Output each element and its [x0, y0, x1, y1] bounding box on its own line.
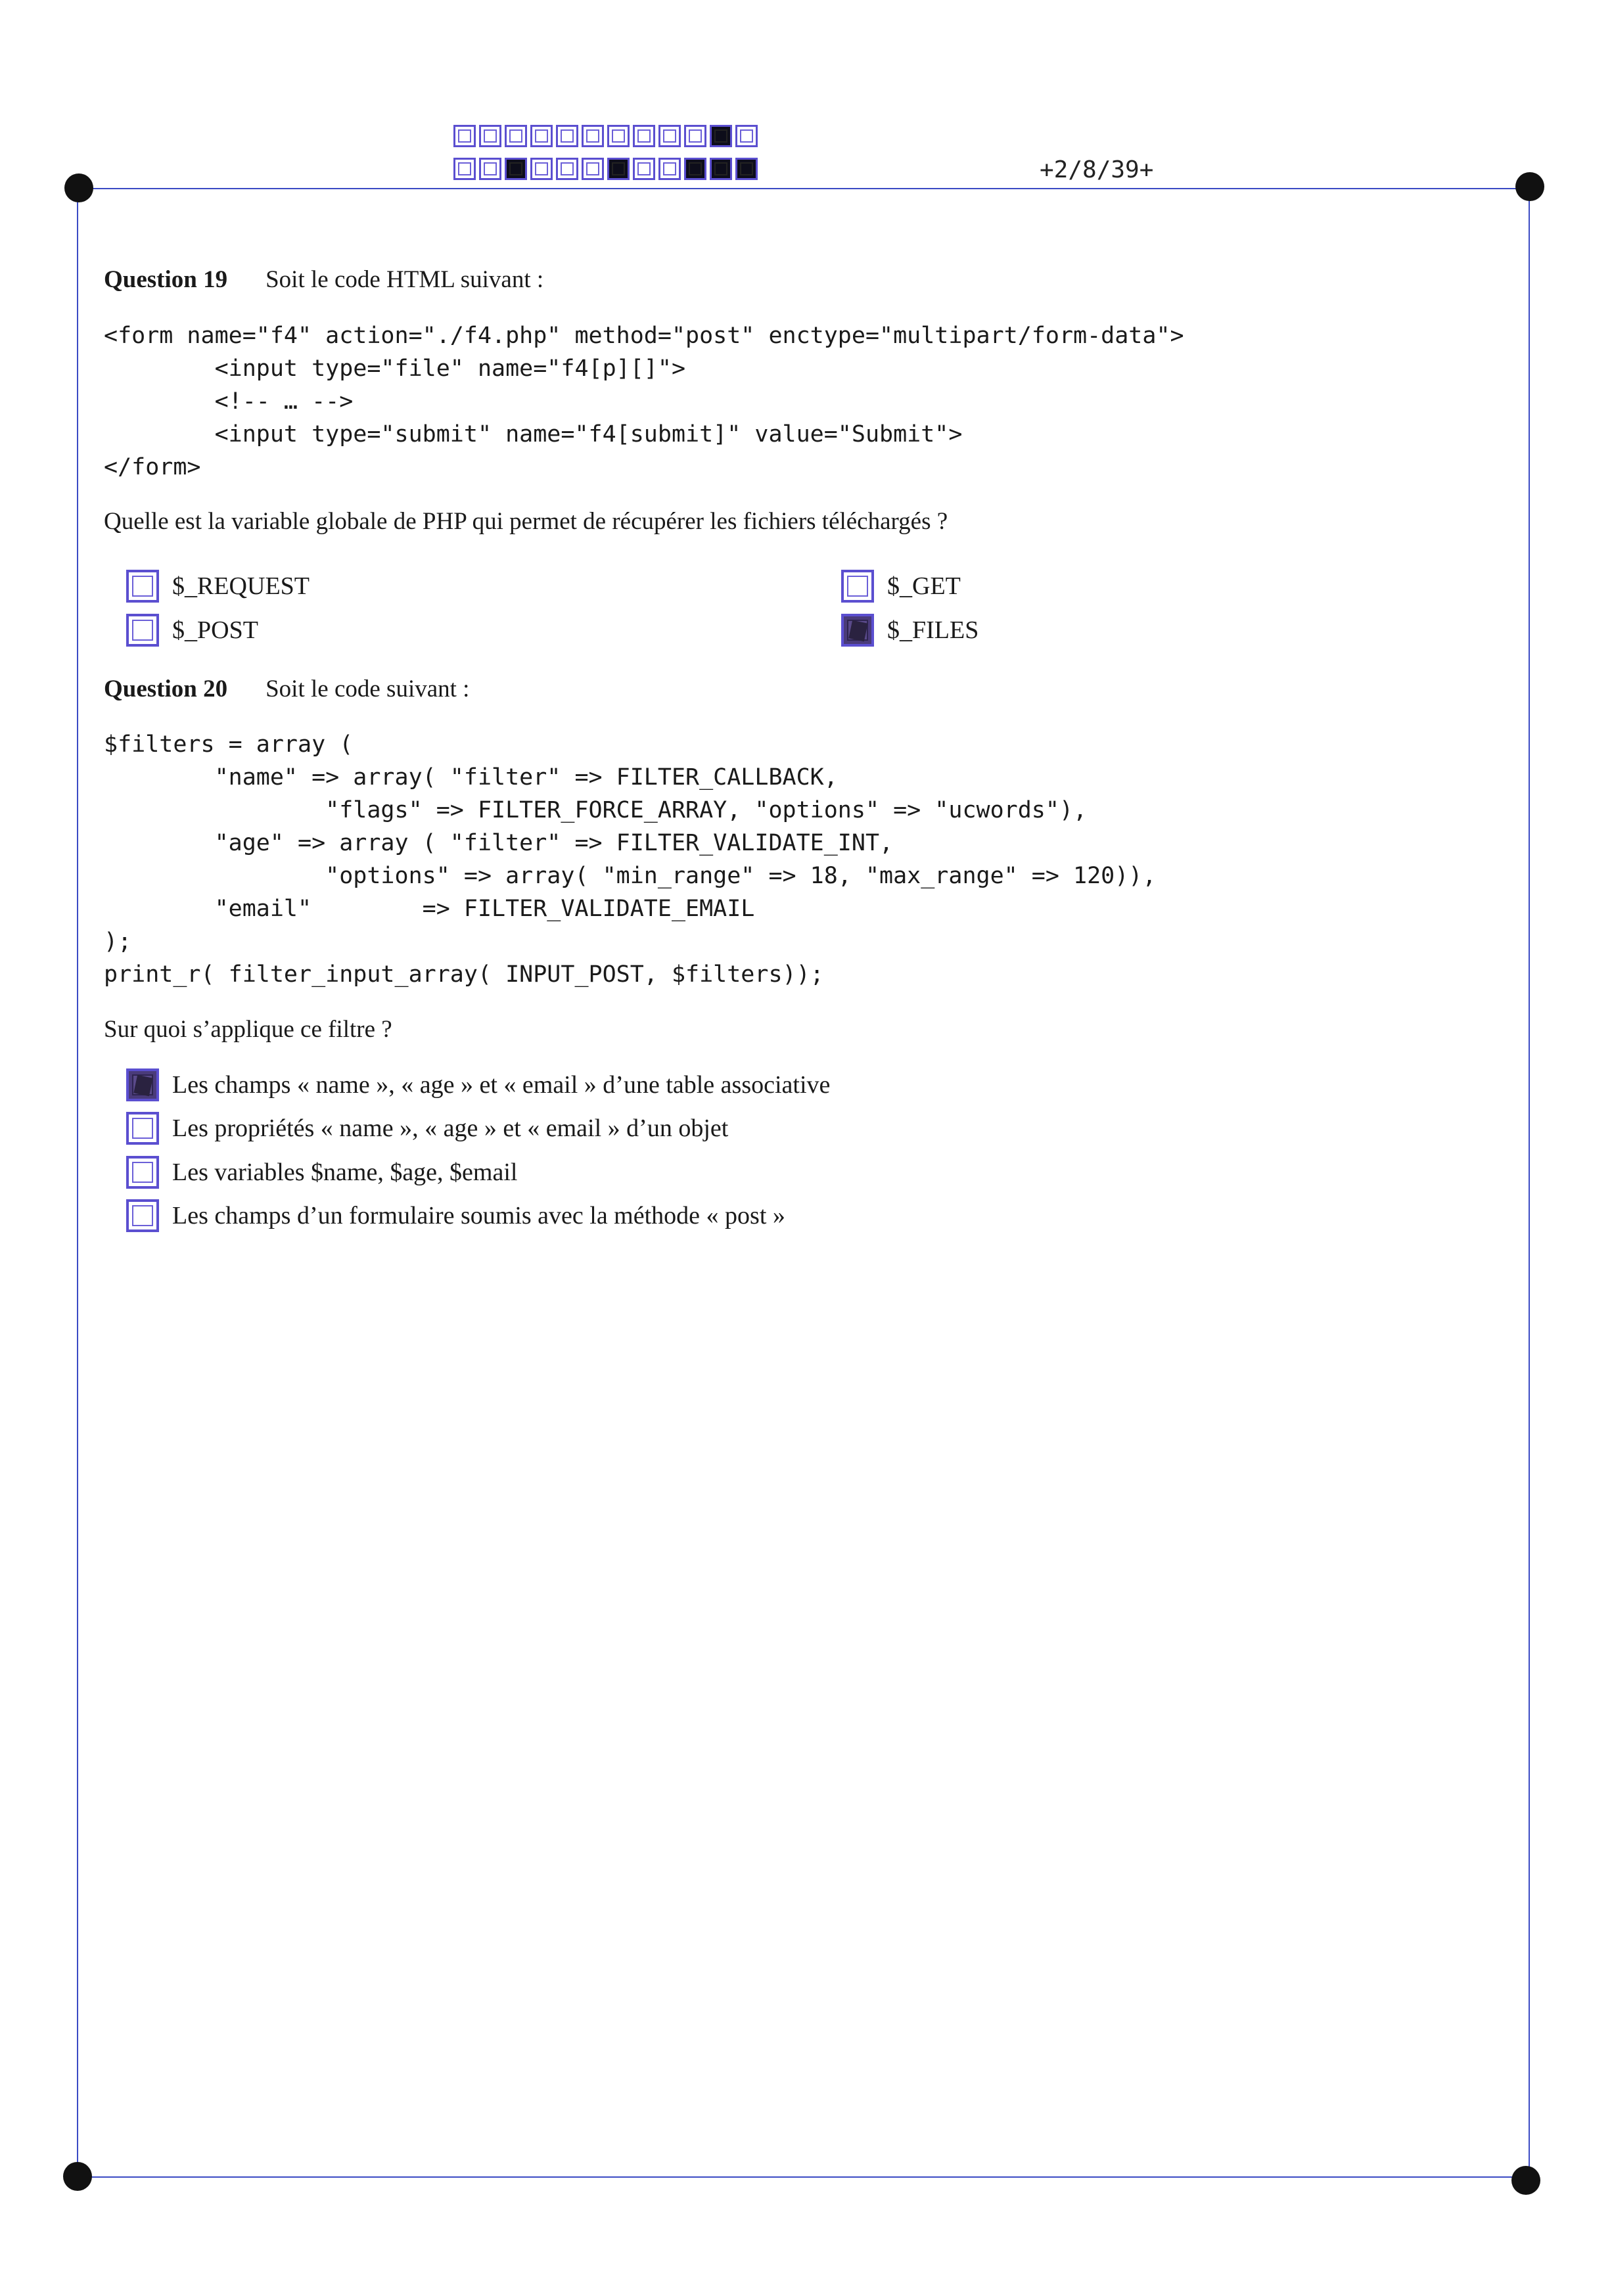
id-code-box	[530, 125, 553, 147]
id-code-row-1	[453, 125, 761, 147]
frame-right-line	[1529, 188, 1530, 2178]
checkbox[interactable]	[126, 1156, 159, 1189]
choice-label: Les champs d’un formulaire soumis avec la méthode « post »	[172, 1202, 785, 1229]
question-20-prompt: Sur quoi s’applique ce filtre ?	[104, 1016, 392, 1043]
id-code-box	[556, 125, 578, 147]
id-code-row-2	[453, 158, 761, 180]
checkbox[interactable]	[126, 570, 159, 603]
checkbox[interactable]	[126, 1199, 159, 1232]
id-code-box	[582, 125, 604, 147]
q19-choice-post[interactable]	[126, 614, 258, 647]
corner-marker-top-right	[1515, 172, 1544, 201]
frame-bottom-line	[79, 2176, 1531, 2178]
question-19-intro: Soit le code HTML suivant :	[265, 266, 544, 293]
id-code-box	[556, 158, 578, 180]
id-code-box	[735, 125, 758, 147]
question-19-label: Question 19	[104, 266, 228, 293]
id-code-box	[479, 158, 501, 180]
q20-choice-form-fields[interactable]	[126, 1199, 785, 1232]
choice-label: Les variables $name, $age, $email	[172, 1159, 518, 1186]
checkbox-checked[interactable]	[841, 614, 874, 647]
checkbox[interactable]	[126, 1112, 159, 1145]
q19-choice-get[interactable]	[841, 570, 961, 603]
id-code-box	[710, 158, 732, 180]
corner-marker-top-left	[64, 173, 93, 202]
id-code-box	[453, 125, 476, 147]
question-20-heading	[104, 675, 469, 703]
id-code-box	[684, 158, 706, 180]
frame-left-line	[77, 188, 78, 2178]
id-code-box	[582, 158, 604, 180]
q20-choice-associative-table[interactable]	[126, 1068, 830, 1101]
question-19-code: <form name="f4" action="./f4.php" method="post" enctype="multipart/form-data"> <input type="file" name="f4[p][]"> <!-- … --> <input type="submit" name="f4[submit]" value="Submit"> </form>	[104, 323, 1184, 480]
id-code-box	[658, 125, 681, 147]
choice-label: Les champs « name », « age » et « email » d’une table associative	[172, 1071, 831, 1099]
choice-label: $_FILES	[887, 616, 979, 644]
choice-label: $_REQUEST	[172, 572, 310, 600]
q19-choice-request[interactable]	[126, 570, 310, 603]
id-code-box	[710, 125, 732, 147]
id-code-box	[530, 158, 553, 180]
corner-marker-bottom-right	[1511, 2166, 1540, 2195]
id-code-box	[505, 125, 527, 147]
page-id: +2/8/39+	[1040, 156, 1154, 183]
choice-label: Les propriétés « name », « age » et « email » d’un objet	[172, 1114, 729, 1142]
id-code-box	[633, 158, 655, 180]
frame-top-line	[79, 188, 1531, 189]
checkbox[interactable]	[126, 614, 159, 647]
question-20-code: $filters = array ( "name" => array( "filter" => FILTER_CALLBACK, "flags" => FILTER_FORCE_ARRAY, "options" => "ucwords"), "age" => array ( "filter" => FILTER_VALIDATE_INT, "options" => array( "min_range" => 18, "max_range" => 120)), "email" => FILTER_VALIDATE_EMAIL ); print_r( filter_input_array( INPUT_POST, $filters));	[104, 731, 1157, 988]
q19-choice-files[interactable]	[841, 614, 979, 647]
id-code-box	[633, 125, 655, 147]
id-code-box	[735, 158, 758, 180]
id-code-box	[479, 125, 501, 147]
question-19-prompt: Quelle est la variable globale de PHP qui permet de récupérer les fichiers téléchargés ?	[104, 508, 948, 535]
id-code-box	[658, 158, 681, 180]
id-code-box	[607, 125, 630, 147]
question-20-label: Question 20	[104, 676, 228, 702]
question-19-heading	[104, 265, 543, 294]
id-code-box	[607, 158, 630, 180]
checkbox-checked[interactable]	[126, 1068, 159, 1101]
id-code-box	[453, 158, 476, 180]
id-code-box	[684, 125, 706, 147]
choice-label: $_GET	[887, 572, 961, 600]
q20-choice-variables[interactable]	[126, 1156, 517, 1189]
id-code-box	[505, 158, 527, 180]
corner-marker-bottom-left	[63, 2162, 92, 2191]
checkbox[interactable]	[841, 570, 874, 603]
choice-label: $_POST	[172, 616, 258, 644]
q20-choice-object-properties[interactable]	[126, 1112, 728, 1145]
question-20-intro: Soit le code suivant :	[265, 676, 470, 702]
